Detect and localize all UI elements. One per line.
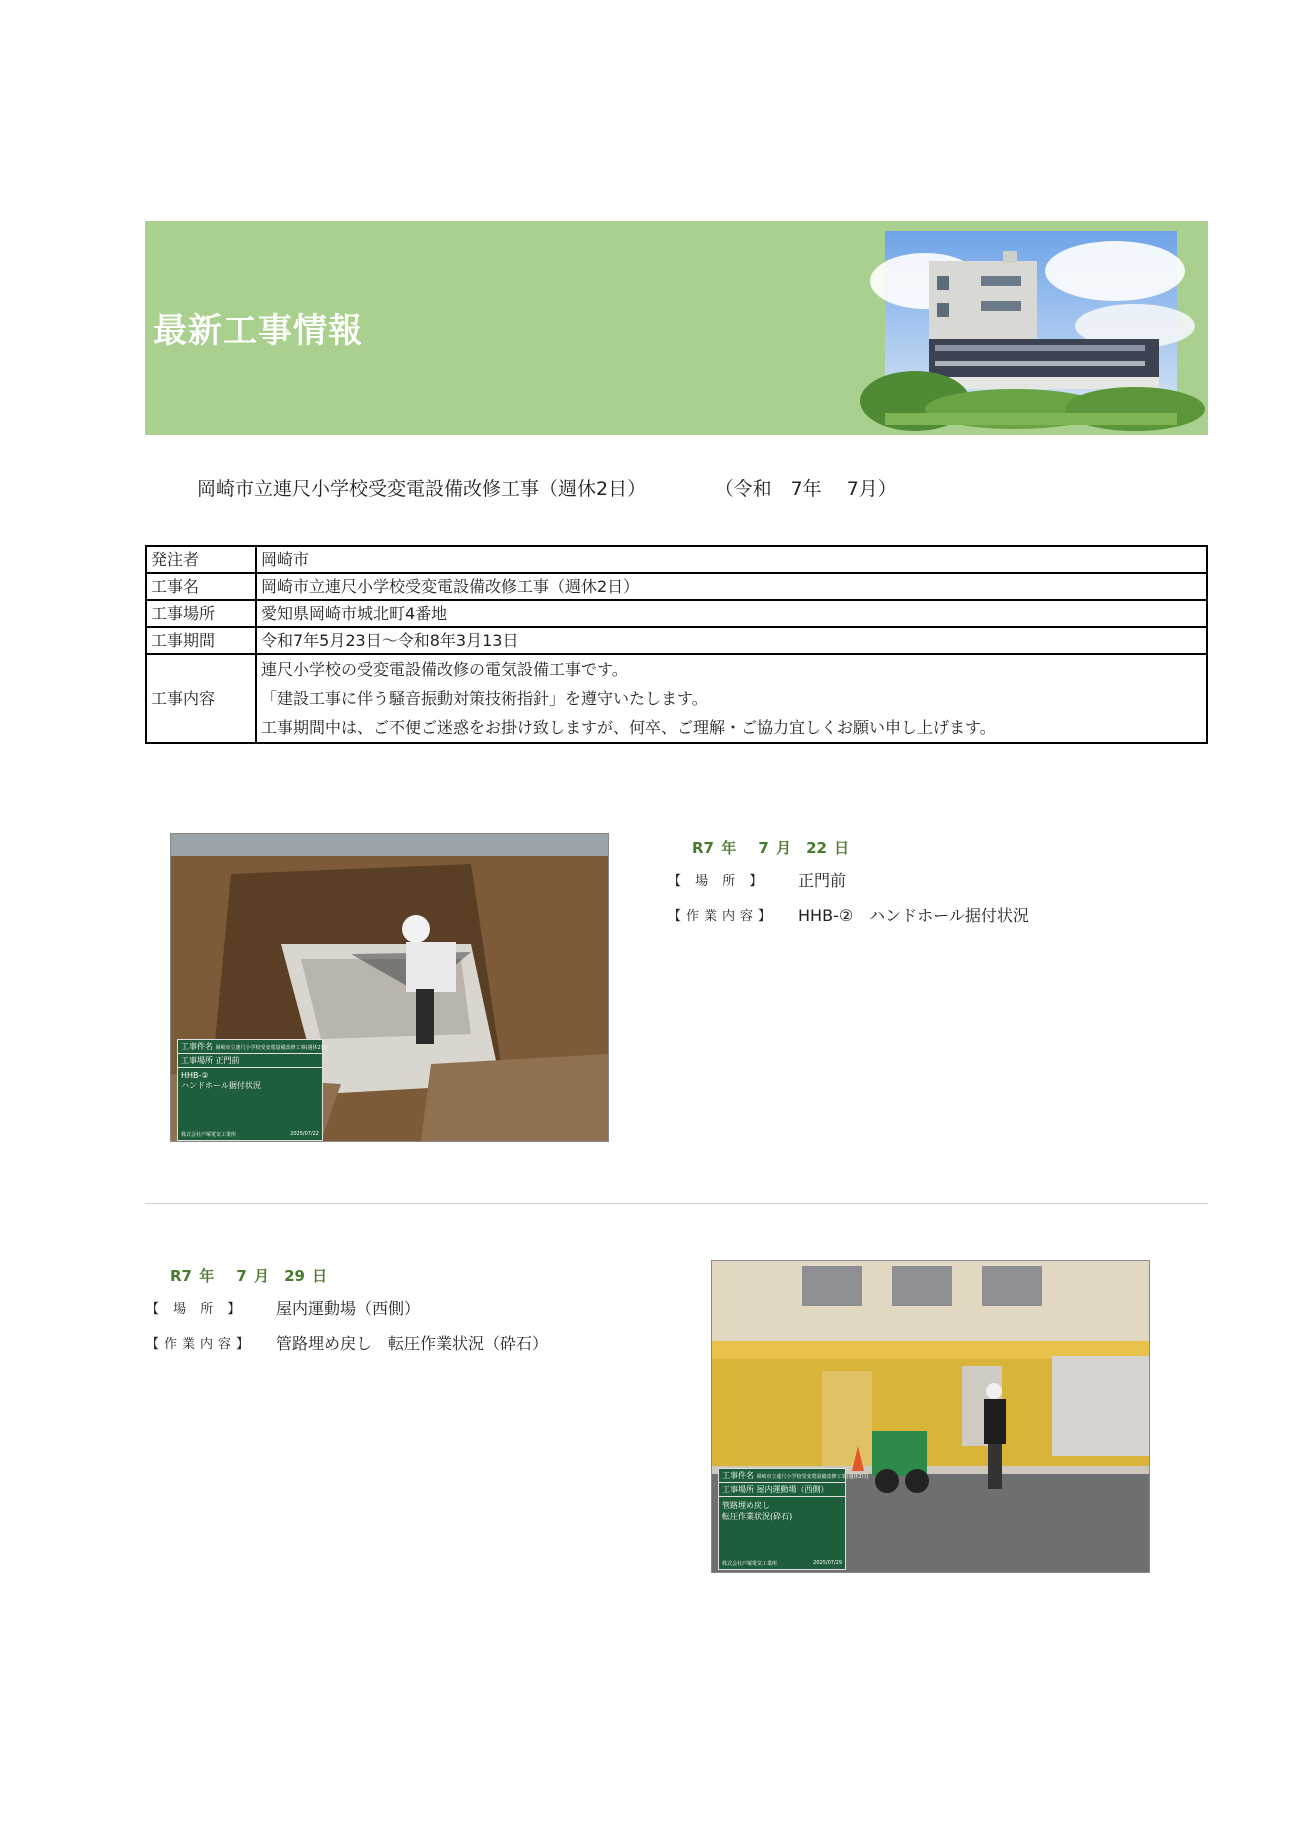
work-label: 【作業内容】: [668, 909, 777, 924]
header-banner: [145, 221, 1208, 435]
board-date: 2025/07/22: [290, 1131, 319, 1137]
table-row: [146, 546, 1207, 573]
table-row: [146, 600, 1207, 627]
table-value: 岡崎市立連尺小学校受変電設備改修工事（週休2日）: [256, 573, 1207, 600]
entry-2: [146, 1265, 548, 1366]
board-name: 岡崎市立連尺小学校受変電設備改修工事(週休2日): [756, 1474, 869, 1480]
table-key: 工事内容: [146, 654, 256, 743]
project-title: 岡崎市立連尺小学校受変電設備改修工事（週休2日）: [197, 478, 647, 500]
board-name-label: 工事件名: [181, 1042, 213, 1051]
board-place: 屋内運動場（西側）: [756, 1485, 829, 1494]
place-value: 正門前: [798, 871, 847, 890]
table-row: [146, 627, 1207, 654]
site-photo-handhole: [170, 833, 609, 1142]
photo-info-board: [718, 1468, 869, 1570]
project-heading: [197, 474, 897, 501]
table-key: 発注者: [146, 546, 256, 573]
table-value: 岡崎市: [256, 546, 1207, 573]
board-name-label: 工事件名: [722, 1471, 754, 1480]
content-line: 「建設工事に伴う騒音振動対策技術指針」を遵守いたします。: [261, 689, 708, 708]
board-name: 岡崎市立連尺小学校受変電設備改修工事(週休2日): [215, 1045, 328, 1051]
table-key: 工事名: [146, 573, 256, 600]
table-key: 工事期間: [146, 627, 256, 654]
table-value-content: [256, 654, 1207, 743]
board-note: ハンドホール据付状況: [181, 1081, 261, 1090]
place-label: 【 場 所 】: [668, 874, 768, 889]
board-place-label: 工事場所: [181, 1056, 213, 1065]
entry-date: R7 年 7 月 29 日: [170, 1267, 328, 1285]
place-value: 屋内運動場（西側）: [276, 1299, 421, 1318]
section-divider: [145, 1203, 1208, 1204]
content-line: 連尺小学校の受変電設備改修の電気設備工事です。: [261, 660, 628, 679]
board-note: 管路埋め戻し: [722, 1501, 770, 1510]
board-company: 株式会社戸塚電気工業所: [722, 1561, 778, 1567]
entry-1: [668, 837, 1029, 938]
project-info-table: [145, 545, 1208, 744]
photo-info-board: [177, 1039, 328, 1141]
page-title: 最新工事情報: [153, 311, 363, 351]
board-note: 転圧作業状況(砕石): [722, 1512, 793, 1521]
work-label: 【作業内容】: [146, 1337, 255, 1352]
place-label: 【 場 所 】: [146, 1302, 246, 1317]
table-value: 愛知県岡崎市城北町4番地: [256, 600, 1207, 627]
table-row: [146, 573, 1207, 600]
board-date: 2025/07/29: [813, 1560, 842, 1566]
work-value: HHB-② ハンドホール据付状況: [798, 906, 1029, 925]
table-value: 令和7年5月23日～令和8年3月13日: [256, 627, 1207, 654]
table-row: [146, 654, 1207, 743]
board-place: 正門前: [215, 1056, 240, 1065]
site-photo-compaction: [711, 1260, 1150, 1573]
building-photo: [885, 231, 1177, 425]
content-line: 工事期間中は、ご不便ご迷惑をお掛け致しますが、何卒、ご理解・ご協力宜しくお願い申し上げます。: [261, 718, 996, 737]
board-place-label: 工事場所: [722, 1485, 754, 1494]
entry-date: R7 年 7 月 22 日: [692, 839, 850, 857]
board-note: HHB-②: [181, 1071, 209, 1080]
work-value: 管路埋め戻し 転圧作業状況（砕石）: [276, 1334, 549, 1353]
project-period: （令和 7年 7月）: [724, 478, 897, 500]
table-key: 工事場所: [146, 600, 256, 627]
board-company: 株式会社戸塚電気工業所: [181, 1132, 237, 1138]
